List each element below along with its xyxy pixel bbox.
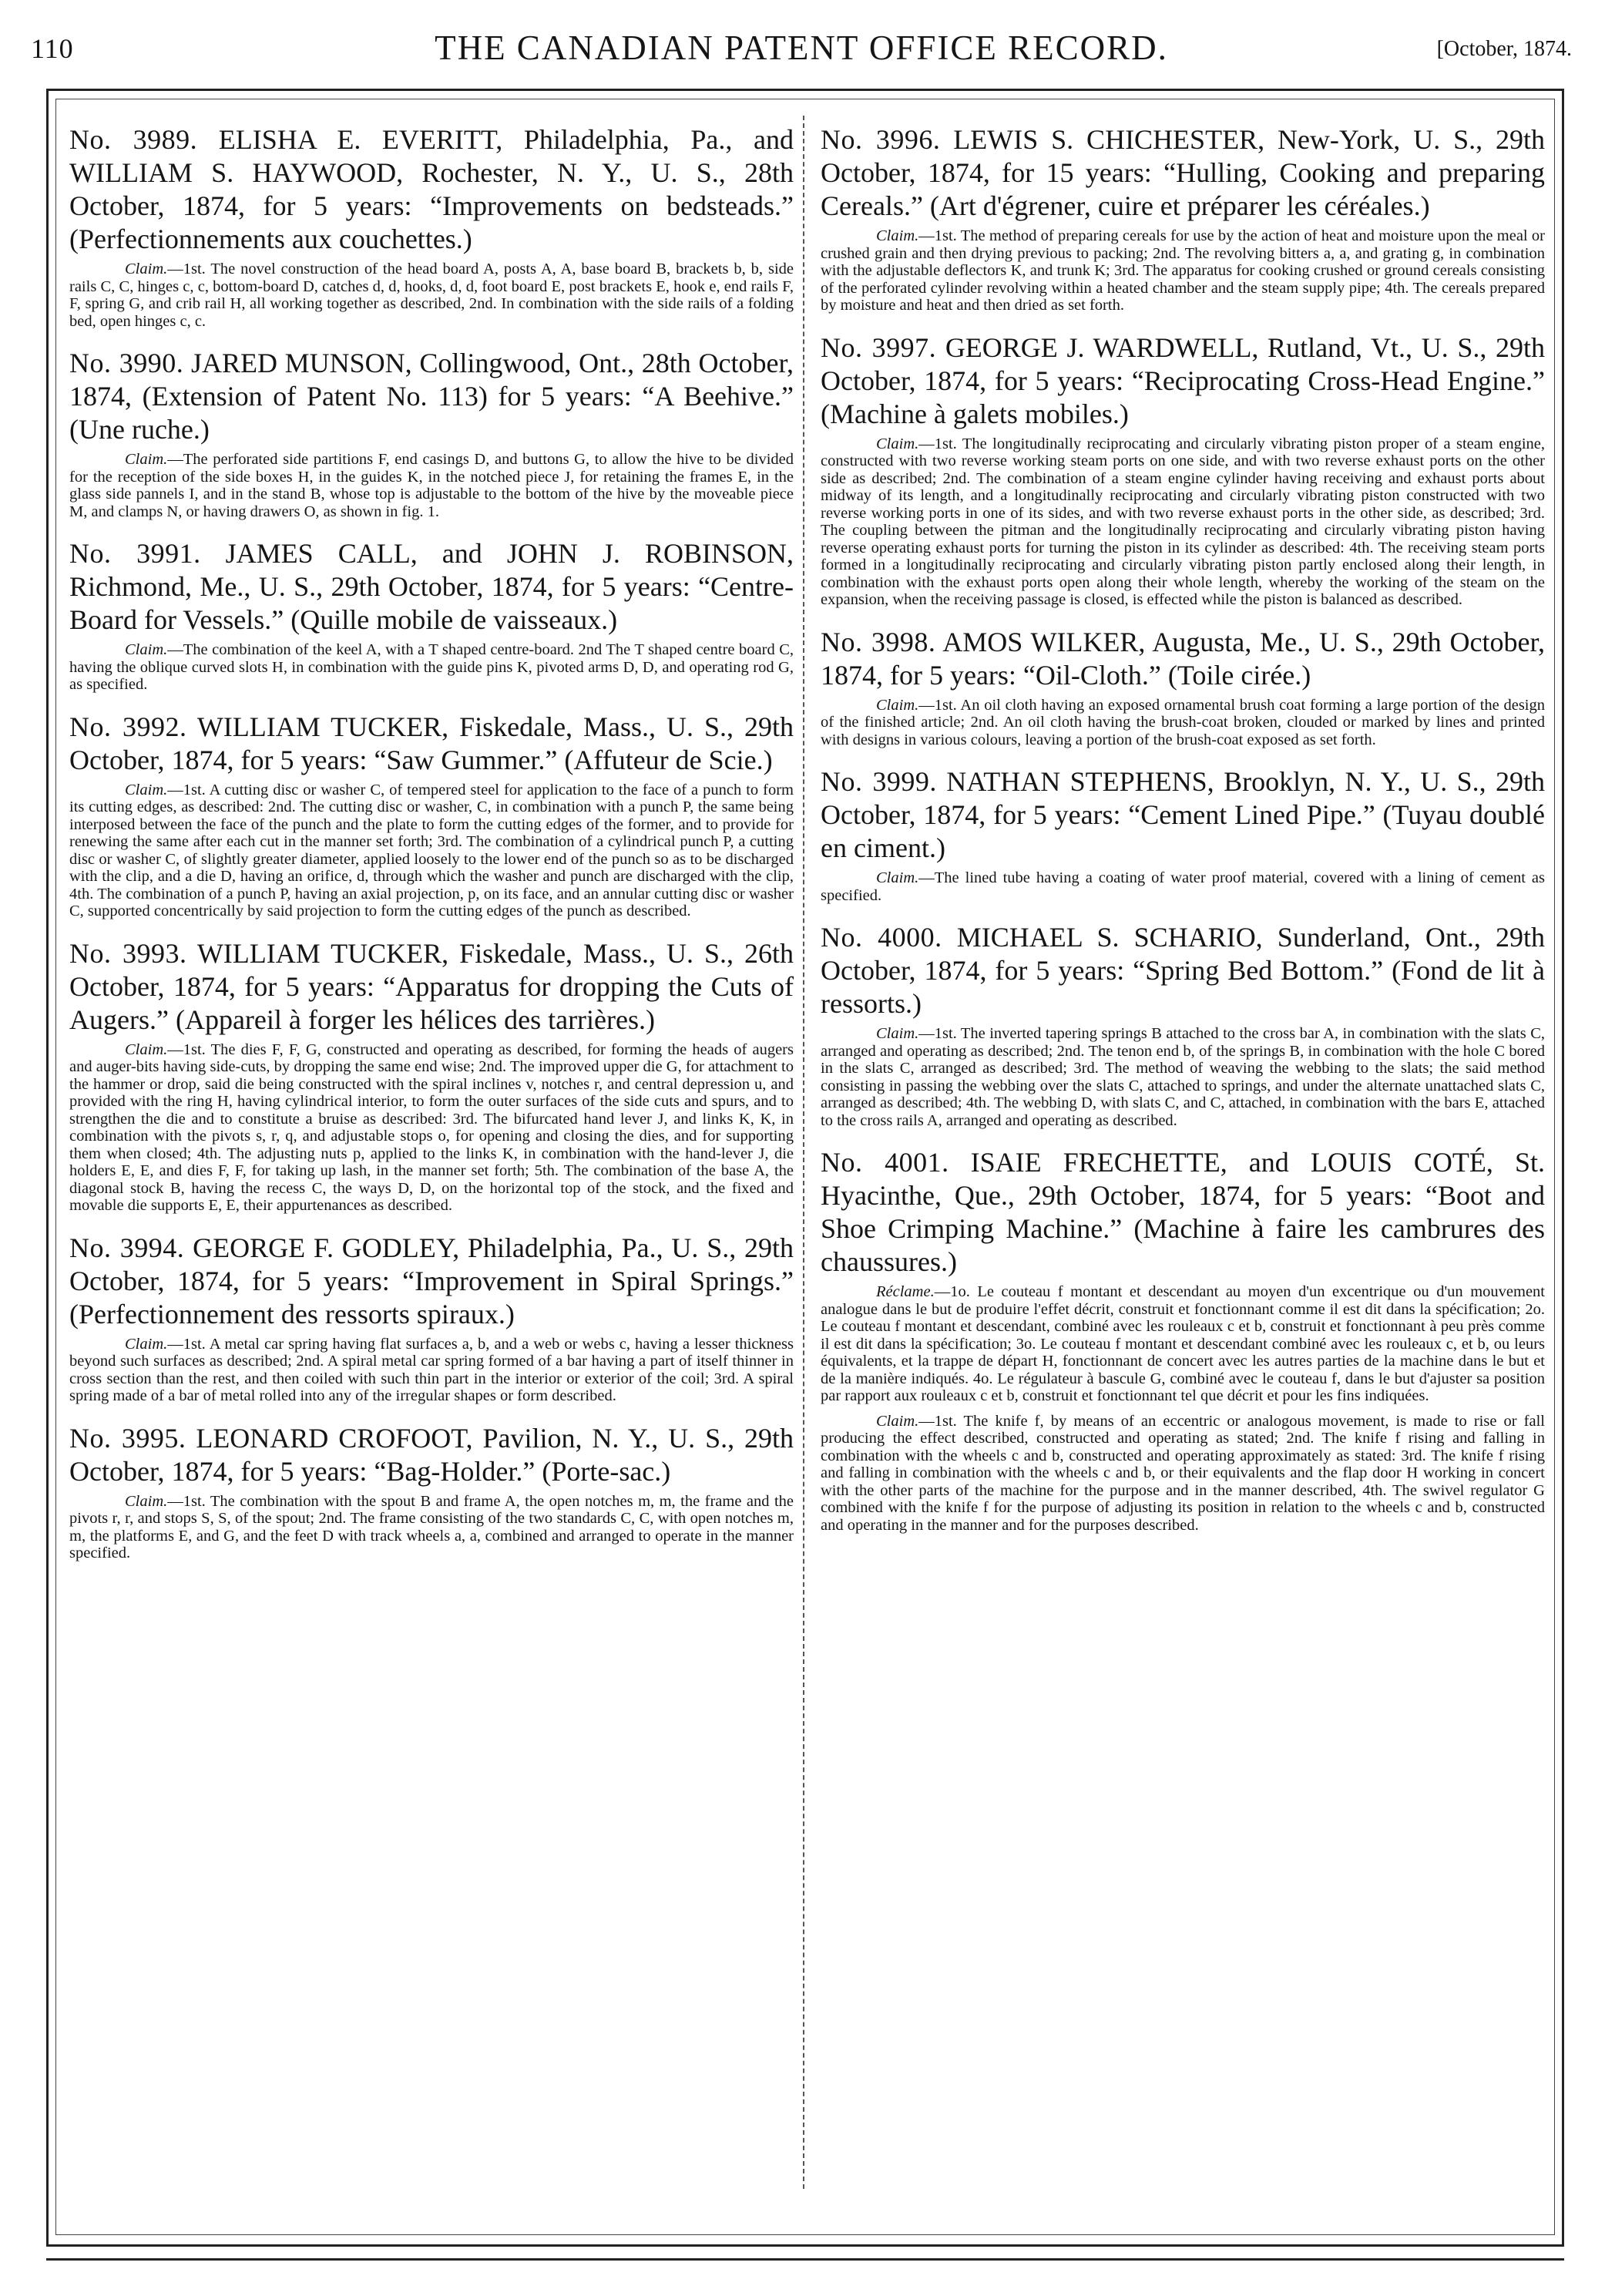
patent-entry-3992 xyxy=(69,711,794,920)
patent-description: WILLIAM TUCKER, Fiskedale, Mass., U. S., 29th October, 1874, for 5 years: “Saw Gummer.” (Affuteur de Scie.) xyxy=(69,711,794,775)
patent-description: LEWIS S. CHICHESTER, New-York, U. S., 29th October, 1874, for 15 years: “Hulling, Cooking and preparing Cereals.” (Art d'égrener, cuire et préparer les céréales.) xyxy=(821,124,1545,221)
entry-heading xyxy=(69,711,794,777)
claim-label: Claim. xyxy=(125,451,168,468)
patent-claim xyxy=(821,697,1545,749)
patent-number: No. 3997. xyxy=(821,331,937,363)
entry-heading xyxy=(821,765,1545,865)
patent-claim xyxy=(821,435,1545,609)
bottom-rule xyxy=(46,2258,1564,2261)
claim-text: —1st. The knife f, by means of an eccentric or analogous movement, is made to rise or fall producing the effect described, constructed and operating as stated; 2nd. The knife f rising and falling in combination with the wheels c and b, constructed and operating approximately as stated: 3rd. The knife f rising and falling in combination with the wheels c and b, or their equivalents and the flap door H working in concert with the other parts of the machine for the purpose and in the manner described, 4th. The swivel regulator G combined with the knife f for the purpose of adjusting its position in relation to the wheels c and b, constructed and operating in the manner and for the purposes described. xyxy=(821,1412,1545,1534)
patent-description: GEORGE J. WARDWELL, Rutland, Vt., U. S., 29th October, 1874, for 5 years: “Reciprocating Cross-Head Engine.” (Machine à galets mobiles.) xyxy=(821,331,1546,429)
patent-number: No. 3992. xyxy=(69,711,187,742)
entry-heading xyxy=(821,331,1545,431)
patent-entry-3990 xyxy=(69,347,794,520)
patent-claim-english xyxy=(821,1413,1545,1535)
page-number: 110 xyxy=(31,33,74,64)
patent-number: No. 3996. xyxy=(821,124,941,155)
claim-label: Claim. xyxy=(876,696,919,714)
patent-claim xyxy=(69,1041,794,1215)
patent-entry-3989 xyxy=(69,123,794,330)
column-divider xyxy=(803,116,804,2189)
patent-claim xyxy=(69,261,794,330)
patent-entry-3994 xyxy=(69,1232,794,1405)
entry-heading xyxy=(821,626,1545,692)
patent-entry-3999 xyxy=(821,765,1545,904)
entry-heading xyxy=(69,123,794,256)
patent-claim xyxy=(821,1025,1545,1129)
journal-title: THE CANADIAN PATENT OFFICE RECORD. xyxy=(435,29,1168,67)
claim-label: Claim. xyxy=(125,261,168,277)
patent-entry-4001 xyxy=(821,1146,1545,1534)
claim-label: Claim. xyxy=(125,641,168,658)
patent-number: No. 3999. xyxy=(821,766,937,797)
claim-label: Claim. xyxy=(125,1492,168,1510)
left-column xyxy=(69,123,794,1579)
patent-number: No. 4001. xyxy=(821,1147,949,1178)
patent-number: No. 3995. xyxy=(69,1422,186,1454)
patent-number: No. 3998. xyxy=(821,626,936,657)
entry-heading xyxy=(69,537,794,637)
patent-entry-3991 xyxy=(69,537,794,694)
claim-text: —1st. The novel construction of the head board A, posts A, A, base board B, brackets b, b, side rails C, C, hinges c, c, bottom-board D, catches d, d, hooks, d, d, foot board E, post brackets E, hook e, end rails F, F, spring G, and crib rail H, all working together as described, 2nd. In combination with the side rails of a folding bed, open hinges c, c. xyxy=(69,261,794,330)
entry-heading xyxy=(821,921,1545,1020)
patent-claim xyxy=(821,227,1545,314)
entry-heading xyxy=(821,123,1545,223)
claim-text: —1st. The method of preparing cereals for use by the action of heat and moisture upon the meal or crushed grain and then drying previous to packing; 2nd. The revolving bitters a, a, and grating g, in combination with the adjustable deflectors K, and trunk K; 3rd. The apparatus for cooking crushed or ground cereals consisting of the perforated cylinder revolving within a heated chamber and the steam supply pipe; 4th. The cereals prepared by moisture and heat and then dried as set forth. xyxy=(821,227,1545,314)
claim-label: Claim. xyxy=(125,1335,168,1353)
entry-heading xyxy=(69,937,794,1037)
patent-number: No. 4000. xyxy=(821,922,942,953)
issue-date: [October, 1874. xyxy=(1436,37,1572,61)
patent-claim-french xyxy=(821,1283,1545,1405)
claim-text: —The perforated side partitions F, end casings D, and buttons G, to allow the hive to be divided for the reception of the side boxes H, in the guides K, in the notched piece J, for retaining the frames E, in the glass side pannels I, and in the stand B, whose top is adjustable to the bottom of the hive by the moveable piece M, and clamps N, or having drawers O, as shown in fig. 1. xyxy=(69,451,794,520)
claim-text: —1st. The inverted tapering springs B attached to the cross bar A, in combination with the slats C, arranged and operating as described; 2nd. The tenon end b, of the springs B, in combination with the hole C bored in the slats C, arranged as described; 3rd. The method of weaving the webbing to the slats; the said method consisting in passing the webbing over the slats C, attached to springs, and under the alternate unattached slats C, arranged as described; 4th. The webbing D, with slats C, and C, attached, in combination with the bars E, attached to the cross rails A, arranged and operating as described. xyxy=(821,1025,1545,1129)
claim-text: —1st. A metal car spring having flat surfaces a, b, and a web or webs c, having a lesser thickness beyond such surfaces as described; 2nd. A spiral metal car spring formed of a bar having a part of itself thinner in cross section than the rest, and then coiled with such thin part in the interior or exterior of the coil; 3rd. A spiral spring made of a bar of metal rolled into any of the irregular shapes or form described. xyxy=(69,1335,794,1404)
patent-number: No. 3993. xyxy=(69,937,187,969)
claim-text: —1st. The dies F, F, G, constructed and operating as described, for forming the heads of augers and auger-bits having side-cuts, by dropping the same end wise; 2nd. The improved upper die G, for attachment to the hammer or drop, said die being constructed with the spiral inclines v, notches r, and central depression u, and provided with the ring H, having cylindrical interior, to form the outer surfaces of the side cuts and spurs, and to strengthen the die and to constitute a bruise as described: 3rd. The bifurcated hand lever J, and links K, K, in combination with the pivots s, r, q, and adjustable stops o, for opening and closing the dies, and for supporting them when closed; 4th. The adjusting nuts p, applied to the links K, in combination with the hand-lever J, die holders E, E, and dies F, F, for taking up lash, in the manner set forth; 5th. The combination of the base A, the diagonal stock B, having the recess C, the ways D, D, on the horizontal top of the stock, and the fixed and movable die supports E, E, their appurtenances as described. xyxy=(69,1040,794,1214)
patent-entry-3993 xyxy=(69,937,794,1215)
entry-heading xyxy=(69,1232,794,1331)
patent-entry-4000 xyxy=(821,921,1545,1129)
entry-heading xyxy=(69,347,794,446)
claim-label: Réclame. xyxy=(876,1283,935,1300)
claim-text: —The combination of the keel A, with a T shaped centre-board. 2nd The T shaped centre board C, having the oblique curved slots H, in combination with the guide pins K, pivoted arms D, D, and operating rod G, as specified. xyxy=(69,641,794,693)
patent-entry-3997 xyxy=(821,331,1545,609)
patent-description: ELISHA E. EVERITT, Philadelphia, Pa., and WILLIAM S. HAYWOOD, Rochester, N. Y., U. S., 28th October, 1874, for 5 years: “Improvements on bedsteads.” (Perfectionnements aux couchettes.) xyxy=(69,124,794,254)
claim-label: Claim. xyxy=(876,1412,919,1430)
patent-claim xyxy=(69,641,794,694)
patent-description: LEONARD CROFOOT, Pavilion, N. Y., U. S., 29th October, 1874, for 5 years: “Bag-Holder.” (Porte-sac.) xyxy=(69,1422,794,1487)
claim-label: Claim. xyxy=(125,1040,168,1058)
patent-entry-3995 xyxy=(69,1422,794,1562)
page-header xyxy=(31,28,1572,66)
claim-text: —1st. The longitudinally reciprocating and circularly vibrating piston proper of a steam engine, constructed with two reverse working steam ports on one side, and with two reverse exhaust ports on the other side as described; 2nd. The combination of a steam engine cylinder having receiving and exhaust ports about midway of its length, and a longitudinally reciprocating and circularly vibrating piston constructed with two reverse working ports in one of its sides, and with two reverse exhaust ports in the other side, as described; 3rd. The coupling between the pitman and the longitudinally reciprocating and circularly vibrating piston having reverse operating exhaust ports for turning the piston in its cylinder as described: 4th. The receiving steam ports formed in a longitudinally reciprocating and circularly vibrating piston partly enclosed along their length, in combination with the exhaust ports open along their whole length, whereby the working of the steam on the expansion, when the receiving passage is closed, is effected while the piston is balanced as described. xyxy=(821,435,1545,608)
claim-text: —1st. An oil cloth having an exposed ornamental brush coat forming a large portion of the design of the finished article; 2nd. An oil cloth having the brush-coat broken, clouded or marked by lines and printed with designs in various colours, leaving a portion of the brush-coat exposed as set forth. xyxy=(821,696,1545,748)
claim-label: Claim. xyxy=(876,869,919,886)
patent-number: No. 3994. xyxy=(69,1232,185,1263)
claim-label: Claim. xyxy=(876,1025,919,1042)
patent-description: AMOS WILKER, Augusta, Me., U. S., 29th October, 1874, for 5 years: “Oil-Cloth.” (Toile cirée.) xyxy=(821,626,1546,691)
claim-text: —1st. The combination with the spout B and frame A, the open notches m, m, the frame and the pivots r, r, and stops S, S, of the spout; 2nd. The frame consisting of the two standards C, C, with open notches m, m, the platforms E, and G, and the feet D with track wheels a, a, combined and arranged to operate in the manner specified. xyxy=(69,1492,794,1561)
patent-claim xyxy=(69,451,794,520)
patent-number: No. 3989. xyxy=(69,124,198,155)
patent-description: ISAIE FRECHETTE, and LOUIS COTÉ, St. Hyacinthe, Que., 29th October, 1874, for 5 years: “Boot and Shoe Crimping Machine.” (Machine à faire les cambrures des chaussures.) xyxy=(821,1147,1546,1277)
patent-number: No. 3990. xyxy=(69,348,184,378)
patent-description: JARED MUNSON, Collingwood, Ont., 28th October, 1874, (Extension of Patent No. 113) for 5 years: “A Beehive.” (Une ruche.) xyxy=(69,348,794,445)
patent-entry-3998 xyxy=(821,626,1545,749)
patent-claim xyxy=(69,782,794,920)
right-column xyxy=(821,123,1545,1551)
patent-claim xyxy=(821,869,1545,904)
patent-claim xyxy=(69,1336,794,1405)
patent-description: NATHAN STEPHENS, Brooklyn, N. Y., U. S., 29th October, 1874, for 5 years: “Cement Lined Pipe.” (Tuyau doublé en ciment.) xyxy=(821,766,1546,863)
claim-text: —1st. A cutting disc or washer C, of tempered steel for application to the face of a punch to form its cutting edges, as described: 2nd. The cutting disc or washer, C, in combination with a punch P, the same being interposed between the face of the punch and the plate to form the cutting edges of the former, and to provide for renewing the same after each cut in the manner set forth; 3rd. The combination of a cylindrical punch P, a cutting disc or washer C, of slightly greater diameter, applied loosely to the lower end of the punch so as to be discharged with the clip, and a die D, having an orifice, d, through which the washer and punch are discharged with the clip, 4th. The combination of a punch P, having an axial projection, p, on its face, and an annular cutting disc or washer C, supported concentrically by said projection to form the cutting edges of the punch as described. xyxy=(69,781,794,919)
claim-label: Claim. xyxy=(125,781,168,798)
patent-description: JAMES CALL, and JOHN J. ROBINSON, Richmond, Me., U. S., 29th October, 1874, for 5 years: “Centre-Board for Vessels.” (Quille mobile de vaisseaux.) xyxy=(69,538,794,635)
entry-heading xyxy=(821,1146,1545,1279)
entry-heading xyxy=(69,1422,794,1488)
claim-label: Claim. xyxy=(876,435,919,452)
claim-label: Claim. xyxy=(876,227,919,244)
patent-description: WILLIAM TUCKER, Fiskedale, Mass., U. S., 26th October, 1874, for 5 years: “Apparatus for dropping the Cuts of Augers.” (Appareil à forger les hélices des tarrières.) xyxy=(69,937,794,1035)
claim-text: —1o. Le couteau f montant et descendant au moyen d'un excentrique ou d'un mouvement analogue dans le but de produire l'effet décrit, construit et fonctionnant comme il est dit dans la spécification; 2o. Le couteau f montant et descendant, combiné avec les rouleaux c et b, construit et fonctionnant à peu près comme il est dit dans la spécification; 3o. Le couteau f montant et descendant combiné avec les rouleaux c, et b, ou leurs équivalents, et la trappe de départ H, fonctionnant de concert avec les autres parties de la machine dans le but et de la manière indiqués. 4o. Le régulateur à bascule G, combiné avec le couteau f, dans le but d'ajuster sa position par rapport aux rouleaux c et b, construit et fonctionnant tel que décrit et pour les fins indiquées. xyxy=(821,1283,1545,1404)
patent-description: MICHAEL S. SCHARIO, Sunderland, Ont., 29th October, 1874, for 5 years: “Spring Bed Bottom.” (Fond de lit à ressorts.) xyxy=(821,922,1546,1019)
claim-text: —The lined tube having a coating of water proof material, covered with a lining of cement as specified. xyxy=(821,869,1545,904)
patent-description: GEORGE F. GODLEY, Philadelphia, Pa., U. S., 29th October, 1874, for 5 years: “Improvement in Spiral Springs.” (Perfectionnement des ressorts spiraux.) xyxy=(69,1232,794,1330)
patent-claim xyxy=(69,1493,794,1562)
patent-number: No. 3991. xyxy=(69,538,201,569)
patent-entry-3996 xyxy=(821,123,1545,314)
